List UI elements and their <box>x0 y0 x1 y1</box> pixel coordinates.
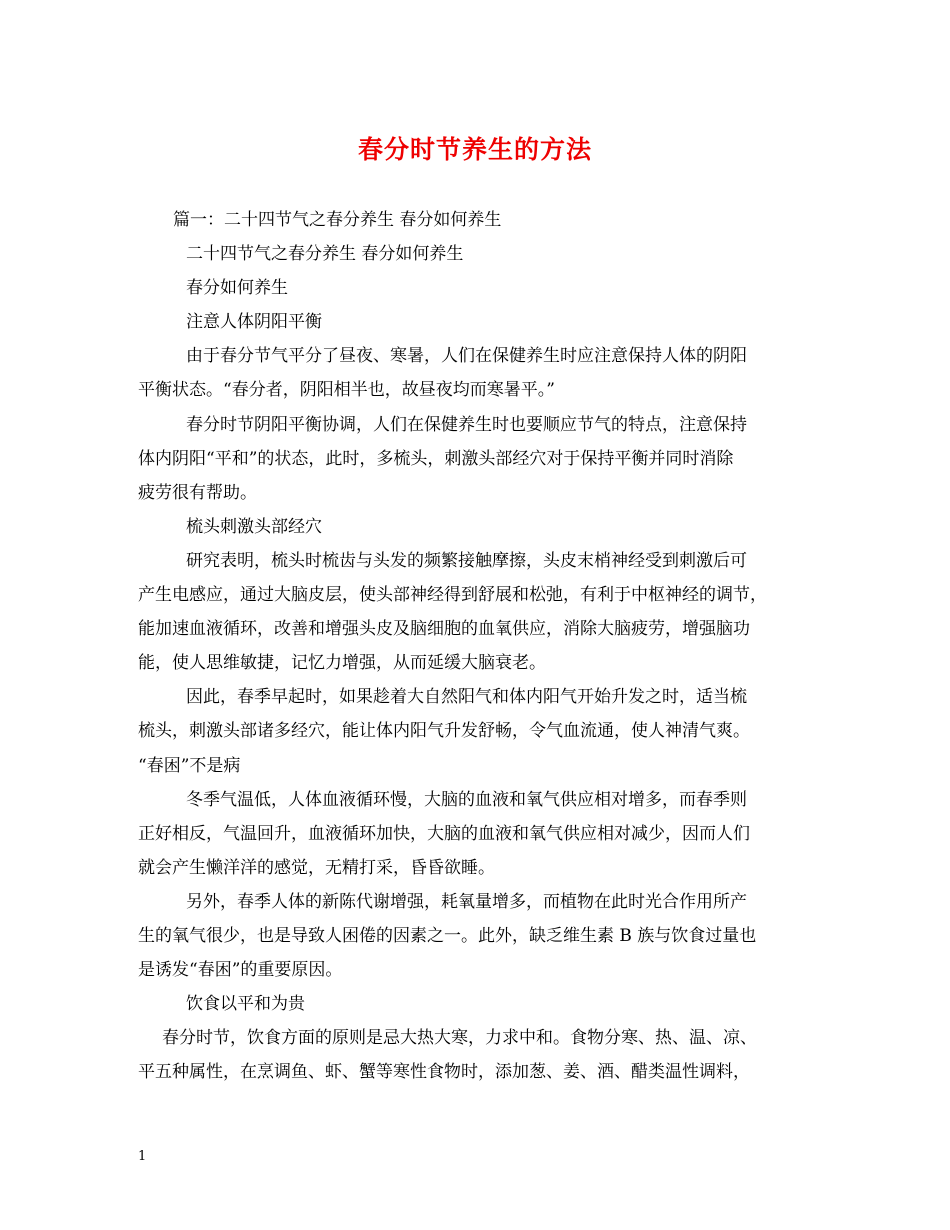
text-line: 冬季气温低，人体血液循环慢，大脑的血液和氧气供应相对增多，而春季则 <box>186 789 747 810</box>
text-line: 二十四节气之春分养生 春分如何养生 <box>186 244 464 265</box>
text-line: 另外，春季人体的新陈代谢增强，耗氧量增多，而植物在此时光合作用所产 <box>186 891 747 912</box>
text-line: 体内阴阳“平和”的状态，此时，多梳头，刺激头部经穴对于保持平衡并同时消除 <box>138 448 734 469</box>
page-number: 1 <box>138 1149 147 1164</box>
text-line: 平衡状态。“春分者，阴阳相半也，故昼夜均而寒暑平。” <box>138 380 555 401</box>
text-line: 梳头，刺激头部诸多经穴，能让体内阳气升发舒畅，令气血流通，使人神清气爽。 <box>138 721 750 742</box>
text-line: 春分如何养生 <box>186 278 288 299</box>
text-line: 研究表明，梳头时梳齿与头发的频繁接触摩擦，头皮末梢神经受到刺激后可 <box>186 550 747 571</box>
text-line: 能加速血液循环，改善和增强头皮及脑细胞的血氧供应，消除大脑疲劳，增强脑功 <box>138 619 750 640</box>
text-line: 是诱发“春困”的重要原因。 <box>138 960 343 981</box>
text-line: 因此，春季早起时，如果趁着大自然阳气和体内阳气开始升发之时，适当梳 <box>186 687 747 708</box>
text-line: 能，使人思维敏捷，记忆力增强，从而延缓大脑衰老。 <box>138 653 546 674</box>
text-line: 由于春分节气平分了昼夜、寒暑，人们在保健养生时应注意保持人体的阴阳 <box>186 346 747 367</box>
text-line: “春困”不是病 <box>138 755 241 776</box>
document-body <box>138 203 838 1089</box>
text-line: 正好相反，气温回升，血液循环加快，大脑的血液和氧气供应相对减少，因而人们 <box>138 823 750 844</box>
text-line: 平五种属性，在烹调鱼、虾、蟹等寒性食物时，添加葱、姜、酒、醋类温性调料， <box>138 1062 750 1083</box>
document-title: 春分时节养生的方法 <box>357 135 592 164</box>
text-line: 梳头刺激头部经穴 <box>186 516 322 537</box>
text-line: 篇一：二十四节气之春分养生 春分如何养生 <box>173 210 502 230</box>
text-line: 注意人体阴阳平衡 <box>186 312 322 333</box>
text-line: 春分时节，饮食方面的原则是忌大热大寒，力求中和。食物分寒、热、温、凉、 <box>162 1028 757 1049</box>
text-line: 春分时节阴阳平衡协调，人们在保健养生时也要顺应节气的特点，注意保持 <box>186 414 747 435</box>
text-line: 疲劳很有帮助。 <box>138 482 257 503</box>
text-line: 就会产生懒洋洋的感觉，无精打采，昏昏欲睡。 <box>138 857 495 878</box>
text-line: 产生电感应，通过大脑皮层，使头部神经得到舒展和松弛，有利于中枢神经的调节， <box>138 585 767 606</box>
text-line: 生的氧气很少，也是导致人困倦的因素之一。此外，缺乏维生素 B 族与饮食过量也 <box>138 925 757 946</box>
text-line: 饮食以平和为贵 <box>186 994 305 1015</box>
